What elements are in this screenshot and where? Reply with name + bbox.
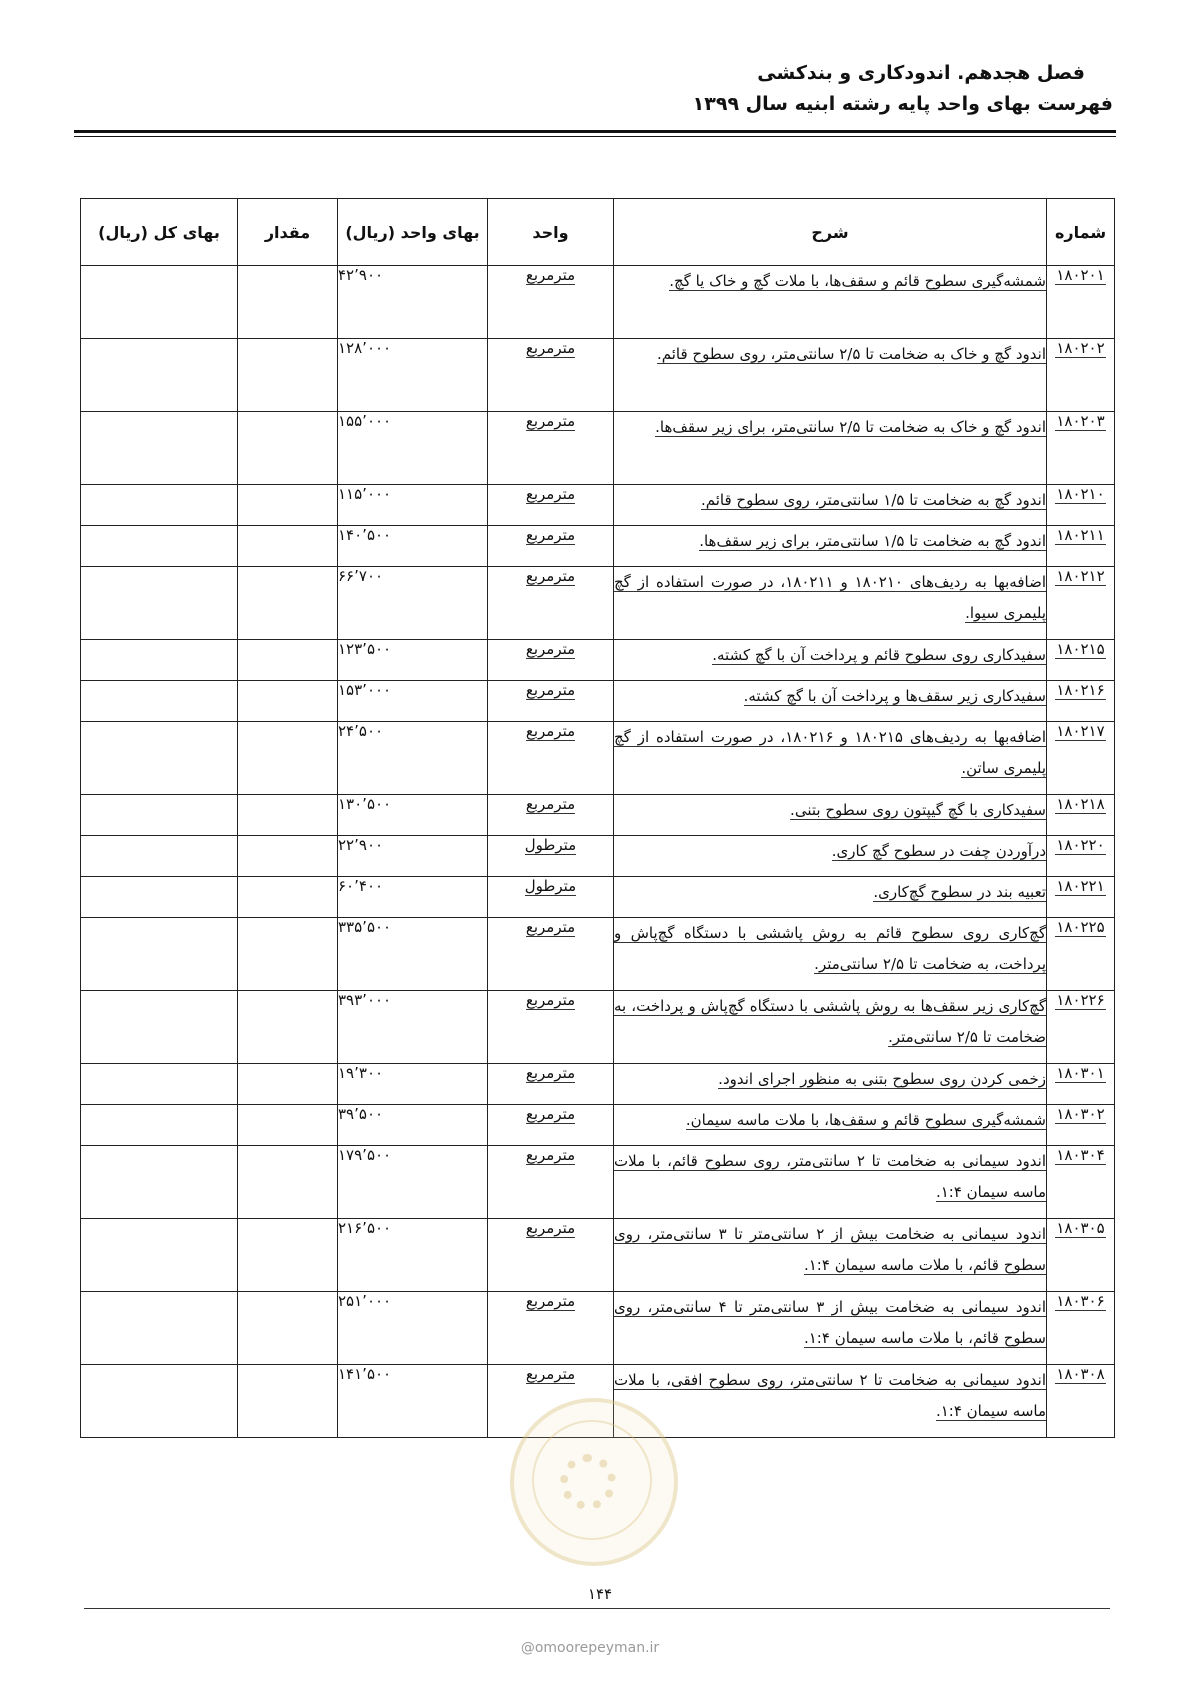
column-header-total-price: بهای کل (ریال) [81, 199, 238, 266]
item-total-price [81, 836, 238, 877]
item-code: ۱۸۰۳۰۵ [1047, 1219, 1115, 1292]
item-unit: مترمربع [488, 991, 614, 1064]
item-code: ۱۸۰۳۰۲ [1047, 1105, 1115, 1146]
price-list-title: فهرست بهای واحد پایه رشته ابنیه سال ۱۳۹۹ [692, 93, 1113, 115]
item-unit: مترمربع [488, 1146, 614, 1219]
table-row [81, 1105, 1115, 1146]
item-total-price [81, 339, 238, 412]
item-unit-price: ۶۰٬۴۰۰ [338, 877, 488, 918]
chapter-title: فصل هجدهم. اندودکاری و بندکشی [757, 62, 1085, 84]
item-total-price [81, 485, 238, 526]
item-total-price [81, 266, 238, 339]
item-unit-price: ۱۳۰٬۵۰۰ [338, 795, 488, 836]
item-unit-price: ۲۲٬۹۰۰ [338, 836, 488, 877]
item-description: اندود سیمانی به ضخامت بیش از ۳ سانتی‌متر تا ۴ سانتی‌متر، روی سطوح قائم، با ملات ماسه سیمان ۱:۴. [614, 1292, 1047, 1365]
item-code: ۱۸۰۲۱۵ [1047, 640, 1115, 681]
table-row [81, 1064, 1115, 1105]
item-unit-price: ۳۹٬۵۰۰ [338, 1105, 488, 1146]
item-code: ۱۸۰۲۲۱ [1047, 877, 1115, 918]
item-code: ۱۸۰۲۱۶ [1047, 681, 1115, 722]
price-table [80, 198, 1115, 1438]
item-unit-price: ۳۹۳٬۰۰۰ [338, 991, 488, 1064]
item-quantity [238, 991, 338, 1064]
item-code: ۱۸۰۲۱۰ [1047, 485, 1115, 526]
table-row [81, 836, 1115, 877]
table-header-row [81, 199, 1115, 266]
item-unit: مترمربع [488, 526, 614, 567]
item-quantity [238, 339, 338, 412]
item-total-price [81, 1105, 238, 1146]
footer-rule [84, 1608, 1110, 1609]
item-unit-price: ۱۴۰٬۵۰۰ [338, 526, 488, 567]
item-quantity [238, 1219, 338, 1292]
item-quantity [238, 266, 338, 339]
item-code: ۱۸۰۲۰۲ [1047, 339, 1115, 412]
item-quantity [238, 722, 338, 795]
item-code: ۱۸۰۲۲۰ [1047, 836, 1115, 877]
item-unit: مترطول [488, 836, 614, 877]
item-code: ۱۸۰۲۱۲ [1047, 567, 1115, 640]
item-unit: مترمربع [488, 1219, 614, 1292]
header-rule-thin [74, 136, 1116, 137]
item-unit-price: ۴۲٬۹۰۰ [338, 266, 488, 339]
publisher-seal-watermark [510, 1398, 678, 1566]
item-description: تعبیه بند در سطوح گچ‌کاری. [614, 877, 1047, 918]
table-row [81, 266, 1115, 339]
item-quantity [238, 1365, 338, 1438]
item-unit-price: ۳۳۵٬۵۰۰ [338, 918, 488, 991]
item-description: زخمی کردن روی سطوح بتنی به منظور اجرای اندود. [614, 1064, 1047, 1105]
item-description: سفیدکاری با گچ گیپتون روی سطوح بتنی. [614, 795, 1047, 836]
item-unit: مترمربع [488, 681, 614, 722]
item-unit: مترمربع [488, 795, 614, 836]
item-unit-price: ۱۵۳٬۰۰۰ [338, 681, 488, 722]
item-total-price [81, 1292, 238, 1365]
item-code: ۱۸۰۲۲۶ [1047, 991, 1115, 1064]
item-unit: مترطول [488, 877, 614, 918]
table-row [81, 567, 1115, 640]
gear-icon [560, 1454, 616, 1510]
item-description: شمشه‌گیری سطوح قائم و سقف‌ها، با ملات گچ و خاک یا گچ. [614, 266, 1047, 339]
item-code: ۱۸۰۲۰۳ [1047, 412, 1115, 485]
table-body [81, 266, 1115, 1438]
table-row [81, 526, 1115, 567]
item-unit: مترمربع [488, 722, 614, 795]
item-description: اندود سیمانی به ضخامت تا ۲ سانتی‌متر، روی سطوح قائم، با ملات ماسه سیمان ۱:۴. [614, 1146, 1047, 1219]
item-unit: مترمربع [488, 339, 614, 412]
item-total-price [81, 526, 238, 567]
column-header-unit-price: بهای واحد (ریال) [338, 199, 488, 266]
item-quantity [238, 412, 338, 485]
item-quantity [238, 640, 338, 681]
header-rule-thick [74, 130, 1116, 133]
item-description: اندود گچ و خاک به ضخامت تا ۲/۵ سانتی‌متر، برای زیر سقف‌ها. [614, 412, 1047, 485]
item-quantity [238, 681, 338, 722]
item-total-price [81, 991, 238, 1064]
item-description: اندود گچ و خاک به ضخامت تا ۲/۵ سانتی‌متر، روی سطوح قائم. [614, 339, 1047, 412]
item-unit-price: ۲۴٬۵۰۰ [338, 722, 488, 795]
item-code: ۱۸۰۳۰۴ [1047, 1146, 1115, 1219]
item-unit-price: ۲۵۱٬۰۰۰ [338, 1292, 488, 1365]
table-row [81, 1219, 1115, 1292]
table-row [81, 1292, 1115, 1365]
item-description: گچ‌کاری زیر سقف‌ها به روش پاششی با دستگاه گچ‌پاش و پرداخت، به ضخامت تا ۲/۵ سانتی‌متر. [614, 991, 1047, 1064]
item-total-price [81, 795, 238, 836]
item-unit: مترمربع [488, 1365, 614, 1438]
item-description: اندود سیمانی به ضخامت بیش از ۲ سانتی‌متر تا ۳ سانتی‌متر، روی سطوح قائم، با ملات ماسه سیمان ۱:۴. [614, 1219, 1047, 1292]
table-row [81, 412, 1115, 485]
item-total-price [81, 722, 238, 795]
item-unit-price: ۱۹٬۳۰۰ [338, 1064, 488, 1105]
item-code: ۱۸۰۲۱۱ [1047, 526, 1115, 567]
item-total-price [81, 1365, 238, 1438]
item-description: اندود گچ به ضخامت تا ۱/۵ سانتی‌متر، برای زیر سقف‌ها. [614, 526, 1047, 567]
item-code: ۱۸۰۳۰۱ [1047, 1064, 1115, 1105]
item-unit: مترمربع [488, 918, 614, 991]
item-unit-price: ۱۷۹٬۵۰۰ [338, 1146, 488, 1219]
item-code: ۱۸۰۳۰۶ [1047, 1292, 1115, 1365]
item-unit: مترمربع [488, 412, 614, 485]
page-header [693, 58, 1113, 120]
item-total-price [81, 918, 238, 991]
item-total-price [81, 412, 238, 485]
table-row [81, 681, 1115, 722]
item-total-price [81, 681, 238, 722]
table-row [81, 918, 1115, 991]
item-unit-price: ۱۲۸٬۰۰۰ [338, 339, 488, 412]
item-description: شمشه‌گیری سطوح قائم و سقف‌ها، با ملات ماسه سیمان. [614, 1105, 1047, 1146]
item-description: اندود سیمانی به ضخامت تا ۲ سانتی‌متر، روی سطوح افقی، با ملات ماسه سیمان ۱:۴. [614, 1365, 1047, 1438]
table-row [81, 722, 1115, 795]
item-description: سفیدکاری زیر سقف‌ها و پرداخت آن با گچ کشته. [614, 681, 1047, 722]
item-unit-price: ۱۲۳٬۵۰۰ [338, 640, 488, 681]
item-unit-price: ۶۶٬۷۰۰ [338, 567, 488, 640]
item-description: گچ‌کاری روی سطوح قائم به روش پاششی با دستگاه گچ‌پاش و پرداخت، به ضخامت تا ۲/۵ سانتی‌متر. [614, 918, 1047, 991]
website-link[interactable]: @omoorepeyman.ir [520, 1640, 660, 1656]
item-total-price [81, 877, 238, 918]
item-quantity [238, 836, 338, 877]
item-total-price [81, 640, 238, 681]
item-unit: مترمربع [488, 485, 614, 526]
item-description: اندود گچ به ضخامت تا ۱/۵ سانتی‌متر، روی سطوح قائم. [614, 485, 1047, 526]
item-quantity [238, 795, 338, 836]
item-unit: مترمربع [488, 640, 614, 681]
item-total-price [81, 1219, 238, 1292]
table-row [81, 877, 1115, 918]
item-quantity [238, 1146, 338, 1219]
table-row [81, 795, 1115, 836]
item-description: سفیدکاری روی سطوح قائم و پرداخت آن با گچ کشته. [614, 640, 1047, 681]
item-total-price [81, 1146, 238, 1219]
item-description: اضافه‌بها به ردیف‌های ۱۸۰۲۱۵ و ۱۸۰۲۱۶، در صورت استفاده از گچ پلیمری ساتن. [614, 722, 1047, 795]
item-quantity [238, 877, 338, 918]
column-header-code: شماره [1047, 199, 1115, 266]
item-code: ۱۸۰۲۱۷ [1047, 722, 1115, 795]
item-unit: مترمربع [488, 266, 614, 339]
item-quantity [238, 526, 338, 567]
item-total-price [81, 567, 238, 640]
item-unit: مترمربع [488, 1105, 614, 1146]
item-code: ۱۸۰۲۰۱ [1047, 266, 1115, 339]
item-unit: مترمربع [488, 1292, 614, 1365]
item-quantity [238, 1292, 338, 1365]
item-unit-price: ۱۵۵٬۰۰۰ [338, 412, 488, 485]
table-row [81, 339, 1115, 412]
item-description: درآوردن چفت در سطوح گچ کاری. [614, 836, 1047, 877]
page-number: ۱۴۴ [587, 1585, 613, 1603]
item-unit: مترمربع [488, 1064, 614, 1105]
item-total-price [81, 1064, 238, 1105]
item-quantity [238, 1105, 338, 1146]
item-quantity [238, 1064, 338, 1105]
item-unit: مترمربع [488, 567, 614, 640]
item-quantity [238, 485, 338, 526]
column-header-unit: واحد [488, 199, 614, 266]
table-row [81, 485, 1115, 526]
item-unit-price: ۱۱۵٬۰۰۰ [338, 485, 488, 526]
item-unit-price: ۲۱۶٬۵۰۰ [338, 1219, 488, 1292]
column-header-quantity: مقدار [238, 199, 338, 266]
item-code: ۱۸۰۳۰۸ [1047, 1365, 1115, 1438]
column-header-description: شرح [614, 199, 1047, 266]
item-quantity [238, 918, 338, 991]
table-row [81, 991, 1115, 1064]
item-quantity [238, 567, 338, 640]
item-unit-price: ۱۴۱٬۵۰۰ [338, 1365, 488, 1438]
table-row [81, 640, 1115, 681]
item-code: ۱۸۰۲۲۵ [1047, 918, 1115, 991]
item-description: اضافه‌بها به ردیف‌های ۱۸۰۲۱۰ و ۱۸۰۲۱۱، در صورت استفاده از گچ پلیمری سیوا. [614, 567, 1047, 640]
table-row [81, 1146, 1115, 1219]
item-code: ۱۸۰۲۱۸ [1047, 795, 1115, 836]
